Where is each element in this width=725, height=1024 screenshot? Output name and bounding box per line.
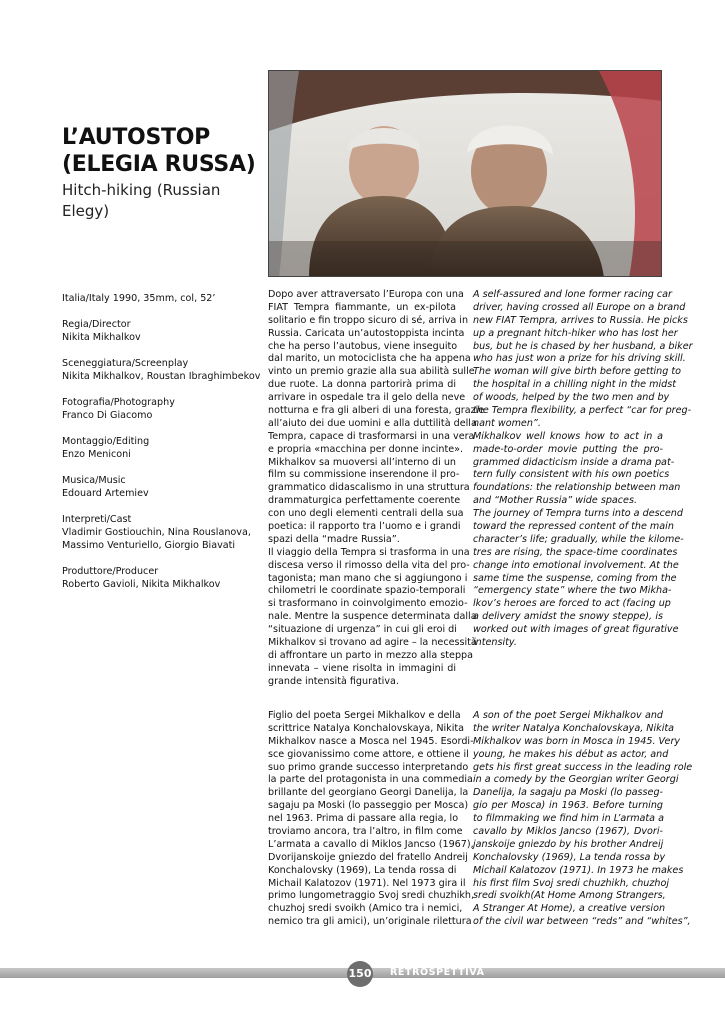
biography-english (473, 710, 693, 929)
text-line: che ha perso l’autobus, viene inseguito (268, 340, 458, 352)
text-line: janskoije gniezdo by his brother Andreij (473, 838, 664, 850)
text-line: The woman will give birth before getting to (473, 366, 681, 378)
text-line: e propria «macchina per donne incinte». (268, 443, 464, 455)
text-line: of woods, helped by the two men and by (473, 392, 670, 404)
text-line: Il viaggio della Tempra si trasforma in una (268, 546, 470, 558)
film-subtitle-line: Elegy) (62, 202, 110, 220)
text-line: toward the repressed content of the main (473, 521, 674, 533)
text-line: change into emotional involvement. At the (473, 559, 679, 571)
credit-value: Enzo Meniconi (62, 449, 131, 460)
text-line: con uno degli elementi centrali della sua (268, 508, 464, 520)
text-line: la parte del protagonista in una commedia (268, 774, 473, 786)
text-line: discesa verso il rimosso della vita del pro- (268, 559, 470, 571)
credit-entry (62, 292, 262, 305)
text-line: A son of the poet Sergei Mikhalkov and (473, 710, 663, 721)
text-line: all’aiuto dei due uomini e alla duttilità della (268, 417, 477, 429)
text-line: to filmmaking we find him in L’armata a (473, 813, 664, 825)
text-line: Dvorijanskoije gniezdo del fratello Andreij (268, 851, 468, 863)
text-line: of the civil war between “reds” and “whites”, (473, 916, 691, 928)
text-line: same time the suspense, coming from the (473, 572, 677, 584)
section-label: RETROSPETTIVA (390, 967, 485, 978)
credit-value: Vladimir Gostiouchin, Nina Rouslanova, (62, 527, 251, 538)
text-line: who has just won a prize for his driving skill. (473, 353, 686, 365)
text-line: Mikhalkov nasce a Mosca nel 1945. Esordi- (268, 735, 474, 747)
text-line: nale. Mentre la suspence determinata dalla (268, 611, 477, 623)
text-line: cavallo by Miklos Jancso (1967), Dvori- (473, 826, 663, 838)
credit-entry (62, 513, 262, 552)
text-line: bus, but he is chased by her husband, a biker (473, 340, 693, 352)
text-line: new FIAT Tempra, arrives to Russia. He picks (473, 314, 688, 326)
text-line: troviamo ancora, tra l’altro, in film come (268, 826, 463, 838)
text-line: drammaturgica perfettamente coerente (268, 495, 461, 507)
text-line: Figlio del poeta Sergei Mikhalkov e della (268, 710, 461, 721)
text-line: grande intensità figurativa. (268, 675, 399, 687)
film-still-photo (268, 70, 662, 277)
text-line: Mikhalkov si trovano ad agire – la necessità (268, 637, 477, 649)
text-line: A self-assured and lone former racing car (473, 289, 672, 300)
text-line: innevata – viene risolta in immagini di (268, 662, 456, 674)
text-line: intensity. (473, 637, 517, 649)
text-line: di affrontare un parto in mezzo alla steppa (268, 649, 474, 661)
credit-value: Roberto Gavioli, Nikita Mikhalkov (62, 579, 221, 590)
text-line: chuzhoj sredi svoikh (Amico tra i nemici, (268, 903, 463, 915)
text-line: Mikhalkov well knows how to act in a (473, 430, 663, 442)
text-line: due ruote. La donna partorirà prima di (268, 379, 456, 391)
text-line: gio per Mosca) in 1963. Before turning (473, 800, 663, 812)
text-line: nel 1963. Prima di passare alla regia, lo (268, 813, 459, 825)
film-still-image (269, 71, 662, 277)
text-line: foundations: the relationship between man (473, 482, 681, 494)
film-subtitle (62, 180, 262, 222)
text-line: Michail Kalatozov (1971). Nel 1973 gira il (268, 877, 466, 889)
text-line: Konchalovsky (1969), La tenda rossa by (473, 851, 666, 863)
credit-value: Franco Di Giacomo (62, 410, 153, 421)
text-line: sce giovanissimo come attore, e ottiene il (268, 748, 469, 760)
text-line: FIAT Tempra fiammante, un ex-pilota (268, 301, 456, 313)
text-line: Tempra, capace di trasformarsi in una vera (268, 430, 475, 442)
credit-entry (62, 357, 262, 383)
text-line: “emergency state” where the two Mikha- (473, 585, 672, 597)
text-line: lkov’s heroes are forced to act (facing up (473, 598, 671, 610)
text-line: brillante del georgiano Georgi Danelija, la (268, 787, 469, 799)
biography-italian (268, 710, 475, 929)
text-line: tres are rising, the space-time coordinates (473, 546, 678, 558)
text-line: character’s life; gradually, while the kilome- (473, 533, 684, 545)
text-line: the writer Natalya Konchalovskaya, Nikita (473, 722, 675, 734)
synopsis-italian (268, 289, 485, 689)
text-line: Russia. Caricata un’autostoppista incinta (268, 327, 465, 339)
text-line: nemico tra gli amici), un’originale rilettura (268, 916, 472, 928)
page-number: 150 (347, 961, 373, 987)
text-line: si trasformano in coinvolgimento emozio- (268, 598, 468, 610)
text-line: chilometri le coordinate spazio-temporali (268, 585, 466, 597)
text-line: notturna e fra gli alberi di una foresta, grazie (268, 405, 485, 417)
text-line: “situazione di urgenza” in cui gli eroi di (268, 624, 457, 636)
text-line: suo primo grande successo interpretando (268, 761, 469, 773)
text-line: film su commissione inserendone il pro- (268, 469, 460, 481)
text-line: in a comedy by the Georgian writer Georgi (473, 774, 679, 786)
synopsis-english (473, 289, 693, 650)
credit-label: Interpreti/Cast (62, 514, 132, 525)
text-line: nant women”. (473, 417, 541, 429)
text-line: the hospital in a chilling night in the midst (473, 379, 676, 391)
text-line: grammatico didascalismo in una struttura (268, 482, 470, 494)
text-line: sagaju pa Moski (lo passeggio per Mosca) (268, 800, 469, 812)
text-line: spazi della “madre Russia”. (268, 533, 400, 545)
text-line: solitario e fin troppo sicuro di sé, arriva in (268, 314, 469, 326)
text-line: and “Mother Russia” wide spaces. (473, 495, 638, 507)
credit-label: Musica/Music (62, 475, 126, 486)
credit-value: Nikita Mikhalkov (62, 332, 141, 343)
credits-list (62, 292, 262, 604)
text-line: scrittrice Natalya Konchalovskaya, Nikita (268, 722, 465, 734)
credit-label: Produttore/Producer (62, 566, 159, 577)
credit-entry (62, 318, 262, 344)
text-line: his first film Svoj sredi chuzhikh, chuzhoj (473, 877, 670, 889)
text-line: The journey of Tempra turns into a descend (473, 508, 683, 520)
text-line: poetica: il rapporto tra l’uomo e i grandi (268, 521, 461, 533)
text-line: gets his first great success in the leading role (473, 761, 693, 773)
credit-entry (62, 435, 262, 461)
text-line: tagonista; man mano che si aggiungono i (268, 572, 468, 584)
credit-entry (62, 474, 262, 500)
text-line: Konchalovsky (1969), La tenda rossa di (268, 864, 457, 876)
film-title-line: L’AUTOSTOP (62, 125, 210, 150)
text-line: Mikhalkov sa muoversi all’interno di un (268, 456, 456, 468)
text-line: grammed didacticism inside a drama pat- (473, 456, 675, 468)
text-line: a delivery amidst the snowy steppe), is (473, 611, 663, 623)
text-line: worked out with images of great figurative (473, 624, 679, 636)
text-line: the Tempra flexibility, a perfect “car for preg- (473, 405, 692, 417)
credit-label: Italia/Italy 1990, 35mm, col, 52’ (62, 293, 216, 304)
credit-entry (62, 396, 262, 422)
text-line: A Stranger At Home), a creative version (473, 903, 666, 915)
text-line: Mikhalkov was born in Mosca in 1945. Very (473, 735, 681, 747)
film-subtitle-line: Hitch-hiking (Russian (62, 181, 221, 199)
credit-label: Sceneggiatura/Screenplay (62, 358, 189, 369)
text-line: up a pregnant hitch-hiker who has lost her (473, 327, 678, 339)
film-title (62, 124, 262, 178)
film-title-line: (ELEGIA RUSSA) (62, 152, 256, 177)
text-line: L’armata a cavallo di Miklos Jancso (1967), (268, 838, 474, 850)
text-line: vinto un premio grazie alla sua abilità sulle (268, 366, 475, 378)
text-line: made-to-order movie putting the pro- (473, 443, 663, 455)
credit-value: Edouard Artemiev (62, 488, 149, 499)
text-line: dal marito, un motociclista che ha appena (268, 353, 471, 365)
credit-label: Regia/Director (62, 319, 131, 330)
text-line: sredi svoikh(At Home Among Strangers, (473, 890, 666, 902)
text-line: driver, having crossed all Europe on a brand (473, 301, 686, 313)
credit-label: Montaggio/Editing (62, 436, 150, 447)
credit-value: Nikita Mikhalkov, Roustan Ibraghimbekov (62, 371, 261, 382)
credit-value: Massimo Venturiello, Giorgio Biavati (62, 540, 236, 551)
text-line: arrivare in ospedale tra il gelo della neve (268, 392, 466, 404)
credit-label: Fotografia/Photography (62, 397, 175, 408)
text-line: tern fully consistent with his own poetics (473, 469, 670, 481)
text-line: Dopo aver attraversato l’Europa con una (268, 289, 464, 300)
text-line: Michail Kalatozov (1971). In 1973 he makes (473, 864, 684, 876)
text-line: primo lungometraggio Svoj sredi chuzhikh, (268, 890, 475, 902)
text-line: young, he makes his début as actor, and (473, 748, 669, 760)
credit-entry (62, 565, 262, 591)
text-line: Danelija, la sagaju pa Moski (lo passeg- (473, 787, 663, 799)
